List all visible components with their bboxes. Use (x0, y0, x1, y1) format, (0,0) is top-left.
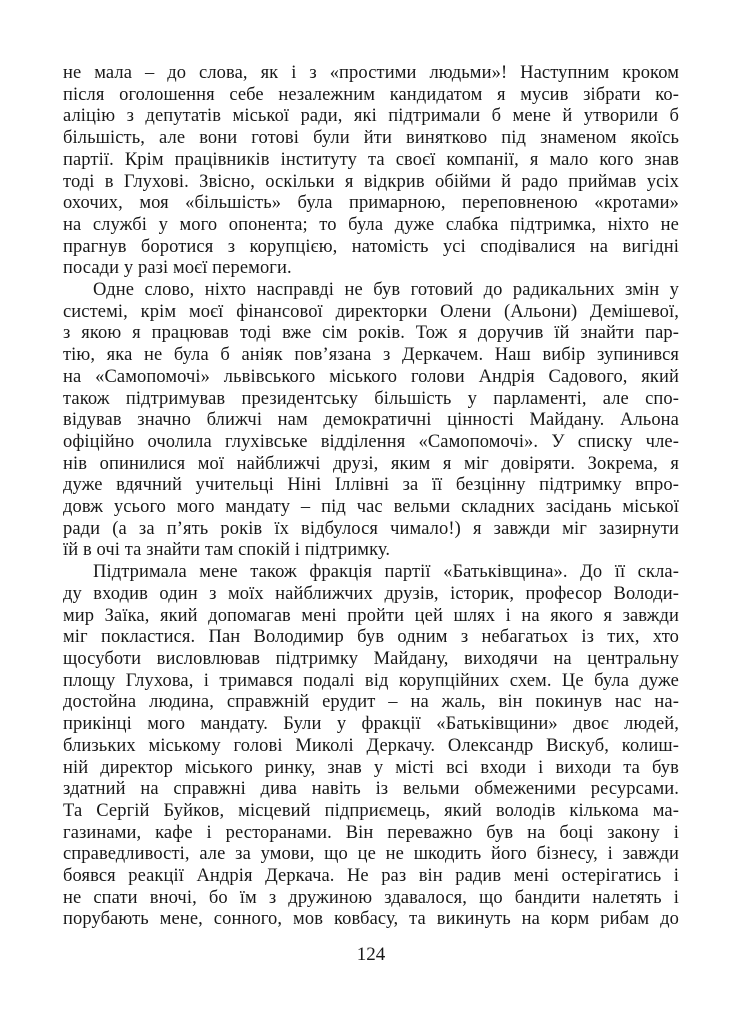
text-line: аліцію з депутатів міської ради, які підтримали б мене й утворили б (63, 106, 679, 127)
text-line: мир Заїка, який допомагав мені пройти цей шлях і на якого я завжди (63, 605, 679, 626)
text-line: щосуботи висловлював підтримку Майдану, виходячи на центральну (63, 648, 679, 669)
text-line: газинами, кафе і ресторанами. Він переважно був на боці закону і (63, 822, 679, 843)
text-line: близьких міському голові Миколі Деркачу. Олександр Вискуб, колиш- (63, 735, 679, 756)
page-number: 124 (356, 944, 386, 965)
text-line: здатний на справжні дива навіть із вельми обмеженими ресурсами. (63, 779, 679, 800)
text-line: ній директор міського ринку, знав у місті всі входи і виходи та був (63, 757, 679, 778)
text-line: на «Самопомочі» львівського міського голови Андрія Садового, який (63, 366, 679, 387)
text-line: площу Глухова, і тримався подалі від корупційних схем. Це була дуже (63, 670, 679, 691)
text-line: також підтримував президентську більшість у парламенті, але спо- (63, 388, 679, 409)
text-line: порубають мене, сонного, мов ковбасу, та викинуть на корм рибам до (63, 909, 679, 930)
text-line: партії. Крім працівників інституту та своєї компанії, я мало кого знав (63, 149, 679, 170)
text-line: після оголошення себе незалежним кандидатом я мусив зібрати ко- (63, 84, 679, 105)
text-line: дуже вдячний учительці Ніні Іллівні за її безцінну підтримку впро- (63, 475, 679, 496)
text-line: тію, яка не була б аніяк пов’язана з Деркачем. Наш вибір зупинився (63, 345, 679, 366)
text-line: прикінці мого мандату. Були у фракції «Батьківщини» двоє людей, (63, 714, 679, 735)
text-line: офіційно очолила глухівське відділення «Самопомочі». У списку чле- (63, 431, 679, 452)
text-line: тоді в Глухові. Звісно, оскільки я відкрив обійми й радо приймав усіх (63, 171, 679, 192)
text-line: не мала – до слова, як і з «простими людьми»! Наступним кроком (63, 63, 679, 83)
text-line: нів опинилися мої найближчі друзі, яким я міг довіряти. Зокрема, я (63, 453, 679, 474)
text-block (63, 63, 679, 931)
text-line: прагнув боротися з корупцією, натомість усі сподівалися на вигідні (63, 236, 679, 257)
text-line: міг покластися. Пан Володимир був одним з небагатьох із тих, хто (63, 627, 679, 648)
text-line: їй в очі та знайти там спокій і підтримку. (63, 540, 391, 561)
text-line: ради (а за п’ять років їх відбулося чимало!) я завжди міг зазирнути (63, 518, 679, 539)
text-line: достойна людина, справжній ерудит – на жаль, він покинув нас на- (63, 692, 679, 713)
text-line: не спати вночі, бо їм з дружиною здавалося, що бандити налетять і (63, 887, 679, 908)
text-line: справедливості, але за умови, що це не шкодить його бізнесу, і завжди (63, 844, 679, 865)
text-line: з якою я працював тоді вже сім років. Тож я доручив їй знайти пар- (63, 323, 679, 344)
text-line: довж усього мого мандату – під час вельми складних засідань міської (63, 497, 679, 518)
text-line: Та Сергій Буйков, місцевий підприємець, який володів кількома ма- (63, 800, 679, 821)
paragraph (63, 562, 679, 931)
text-line: ду входив один з моїх найближчих друзів, історик, професор Володи- (63, 583, 679, 604)
paragraph (63, 280, 679, 562)
text-line: охочих, моя «більшість» була примарною, переповненою «кротами» (63, 193, 679, 214)
text-line: боявся реакції Андрія Деркача. Не раз він радив мені остерігатись і (63, 866, 679, 887)
text-line: відував значно ближчі нам демократичні цінності Майдану. Альона (63, 410, 679, 431)
text-line: на службі у мого опонента; то була дуже слабка підтримка, ніхто не (63, 214, 679, 235)
text-line: посади у разі моєї перемоги. (63, 258, 292, 279)
text-line: більшість, але вони готові були йти винятково під знаменом якоїсь (63, 128, 679, 149)
paragraph (63, 63, 679, 280)
text-line: Одне слово, ніхто насправді не був готовий до радикальних змін у (93, 280, 679, 301)
text-line: системі, крім моєї фінансової директорки Олени (Альони) Демішевої, (63, 301, 679, 322)
text-line: Підтримала мене також фракція партії «Батьківщина». До її скла- (93, 562, 679, 583)
